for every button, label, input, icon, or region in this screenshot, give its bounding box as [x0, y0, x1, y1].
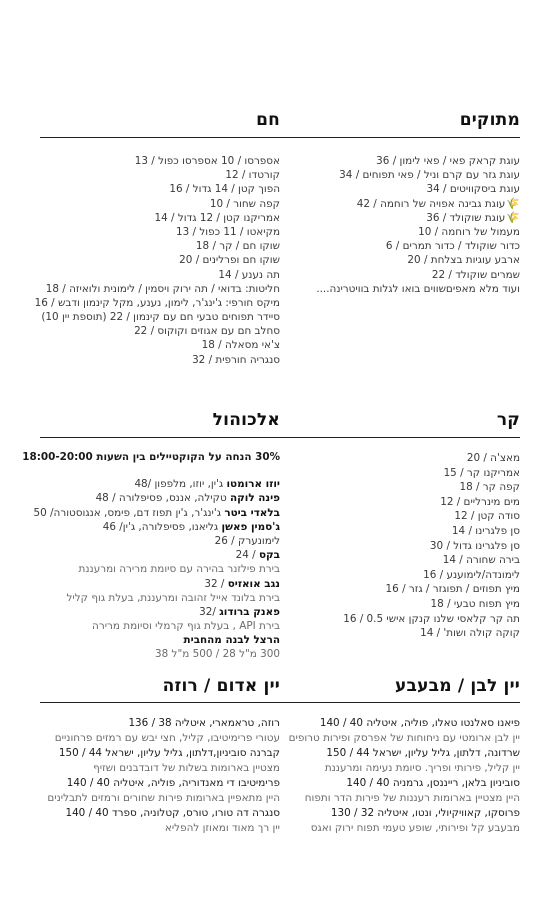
wine-description: מצטיין בארומות בשלות של דובדבנים ושזיף — [93, 762, 280, 774]
dessert-item: 🌾עוגת שוקולד / 36 — [426, 210, 520, 224]
alcohol-item: בלאדי ביטר ג'ינג'ר, ג'ין תפוז דם, פימס, אנגוסטורה/ 50 — [33, 506, 280, 519]
alcohol-item-description: בירת בלונד אייל זהובה ומרעננת, בעלת גוף קליל — [66, 591, 280, 604]
alcohol-item: לימונערק / 26 — [214, 534, 280, 547]
cold-item: קוקה קולה ושות' / 14 — [420, 627, 520, 640]
wine-item: פרוסקו, קאוויקיולי, ונטו, איטליה 32 / 130 — [330, 807, 520, 819]
hot-item: אמריקנו קטן / 12 גדול / 14 — [154, 211, 280, 224]
alcohol-item: נגב אואזיס / 32 — [204, 577, 280, 590]
dessert-item: שמרים שוקולד / 22 — [431, 268, 520, 281]
dessert-item: ארבע עוגיות בצלחת / 20 — [407, 254, 520, 267]
hot-item: תה נענע / 14 — [218, 268, 280, 281]
section-title-desserts: מתוקים — [459, 110, 520, 130]
wine-item: פיאנו סאלנטו טאלו, פוליה, איטליה 40 / 140 — [319, 717, 520, 729]
wine-description: יין לבן ארומטי עם ניחוחות של אפרסק ופירות טרופים — [288, 732, 520, 744]
alcohol-item-description: בירת API , בעלת גוף קרמלי וסיומת מרירה — [92, 620, 280, 633]
cold-drinks-list — [280, 451, 520, 641]
wine-description: עטורי פרימיטיבו, קליל, חצי יבש עם רמזים פרחוניים — [54, 732, 280, 744]
dessert-item: עוגת גזר עם קרם וניל / פאי תפוחים / 34 — [339, 169, 520, 182]
alcohol-item: יוזו ארומטו ג'ין, יוזו, מלפפון /48 — [134, 478, 280, 491]
hot-item: צ'אי מסאלה / 18 — [201, 339, 280, 352]
red-wine-list — [40, 716, 280, 836]
section-title-hot: חם — [256, 110, 280, 130]
wine-description: היין מצטיין בארומות רעננות של פירות הדר ותפוח — [304, 792, 520, 804]
cold-item: סן פלגרינו גדול / 30 — [429, 539, 520, 552]
divider-top — [40, 137, 520, 138]
hot-item: קורטדו / 12 — [225, 169, 280, 182]
wine-item: סנגרה דה טורו, טורס, קטלוניה, ספרד 40 / 140 — [65, 807, 280, 819]
hot-item: סנגריה חורפית / 32 — [192, 353, 280, 366]
alcohol-item: פאנק ברודוג /32 — [199, 605, 280, 618]
section-title-red-wine: יין אדום / רוזה — [162, 676, 280, 696]
hot-item: שוקו חם / קר / 18 — [195, 240, 280, 253]
hot-item: אספרסו / 10 אספרסו כפול / 13 — [134, 155, 280, 167]
cold-item: מאצ'ה / 20 — [466, 452, 520, 464]
cold-item: סודה קטן / 12 — [454, 510, 520, 523]
wine-description: היין מתאפיין בארומות פירות שחורים ורמזים לתבלינים — [47, 792, 280, 804]
hot-item: קפה שחור / 10 — [209, 197, 280, 210]
alcohol-list — [22, 450, 280, 662]
wine-item: שרדונה, דלתון, גליל עליון, ישראל 44 / 150 — [326, 747, 520, 759]
wine-item: סוביניון בלאן, רייננסן, גרמניה 40 / 140 — [346, 777, 520, 789]
gluten-free-icon: 🌾 — [506, 196, 520, 210]
alcohol-item-description: 300 מ"ל 28 / 500 מ"ל 38 — [155, 648, 280, 661]
cold-item: מים מינרליים / 12 — [440, 495, 520, 508]
dessert-item: מעמול של רוחמה / 10 — [418, 225, 520, 238]
wine-description: יין קליל, פירותי ופריך. סיומת נעימה ומרעננת — [324, 762, 520, 774]
cold-item: תה קר קלאסי שלנו קנקן אישי 0.5 / 16 — [343, 612, 520, 625]
cold-item: מיץ תפוח טבעי / 18 — [430, 597, 520, 610]
desserts-list — [280, 154, 520, 296]
alcohol-item: פינה לוקה טקילה, אננס, פסיפלורה / 48 — [95, 492, 280, 505]
divider-middle — [40, 437, 520, 438]
hot-item: סחלב חם עם אגוזים וקוקוס / 22 — [134, 325, 280, 338]
hot-item: מיקס חורפי: ג'ינג'ר, לימון, נענע, מקל קינמון ודבש / 16 — [34, 296, 280, 309]
dessert-item: 🌾עוגת גבינה אפויה של רוחמה / 42 — [356, 196, 520, 210]
wine-item: קברנה סוביניון,דלתון, גליל עליון, ישראל 44 / 150 — [58, 747, 280, 759]
divider-bottom — [40, 702, 520, 703]
section-title-alcohol: אלכוהול — [212, 410, 280, 430]
cold-item: לימונדה/לימוענע / 16 — [423, 568, 520, 581]
gluten-free-icon: 🌾 — [506, 210, 520, 224]
hot-item: הפוך קטן / 14 גדול / 16 — [169, 183, 280, 196]
cold-item: סן פלגרינו / 14 — [451, 524, 520, 537]
wine-item: רוזה, טראמארי, איטליה 38 / 136 — [128, 717, 280, 729]
dessert-item: עוגת קראק פאי / פאי לימון / 36 — [376, 155, 520, 167]
dessert-item: עוגת ביסקוויטים / 34 — [426, 183, 520, 196]
cold-item: אמריקנו קר / 15 — [443, 466, 520, 479]
cold-item: קפה קר / 18 — [459, 481, 520, 494]
hot-item: חליטות: בדואי / תה ירוק ויסמין / לימונית ולואיזה / 18 — [45, 282, 280, 295]
section-title-white-wine: יין לבן / מבעבע — [395, 676, 520, 696]
dessert-item: כדור שוקולד / כדור תמרים / 6 — [385, 240, 520, 253]
wine-item: פרימיטיבו די מאנדוריה, פוליה, איטליה 40 / 140 — [66, 777, 280, 789]
alcohol-item: בקס / 24 — [235, 549, 280, 562]
alcohol-item: הרצל לבנה מהחבית — [183, 634, 280, 647]
wine-description: יין רך מאוד ומאוזן להפליא — [164, 822, 280, 834]
cold-item: מיץ תפוזים / תפוגזר / גזר / 16 — [385, 583, 520, 596]
hot-item: סיידר תפוחים טבעי חם עם קינמון / 22 (תוספת יין 10) — [41, 311, 280, 324]
alcohol-item-description: בירת פילזנר בהירה עם סיומת מרירה ומרעננת — [78, 563, 280, 576]
white-wine-list — [280, 716, 520, 836]
hot-drinks-list — [34, 154, 280, 367]
happy-hour-note: 30% הנחה על הקוקטיילים בין השעות 18:00-20:00 — [22, 451, 280, 463]
hot-item: שוקו חם ופרלינים / 20 — [179, 254, 280, 267]
cold-item: בירה שחורה / 14 — [442, 554, 520, 567]
dessert-item: ועוד מלא מאפיםשווים בואו לגלות בוויטרינה.... — [316, 282, 520, 295]
hot-item: מקיאטו / 11 כפול / 13 — [176, 225, 280, 238]
section-title-cold: קר — [496, 410, 520, 430]
alcohol-item: ג'סמין פאשן גליאנו, פסיפלורה, ג'ין/ 46 — [102, 520, 280, 533]
wine-description: מבעבע קל ופירותי, שופע טעמי תפוח ירוק ואגס — [310, 822, 520, 834]
